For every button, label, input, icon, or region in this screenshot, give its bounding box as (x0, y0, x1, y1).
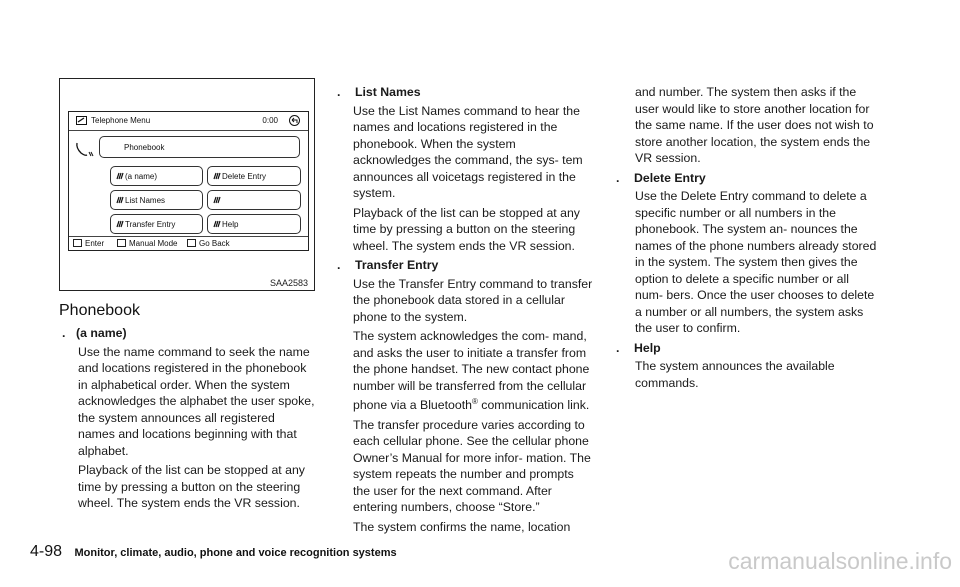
item-body (616, 358, 877, 391)
paragraph: Use the Transfer Entry command to transfer the phonebook data stored in a cellular phone to the system. (353, 276, 593, 324)
registered-mark: ® (471, 397, 478, 406)
option-delete-entry[interactable]: Delete Entry (207, 166, 301, 186)
manual-mode-icon (117, 239, 126, 247)
bullet: . (337, 258, 341, 272)
item-heading-text: Help (634, 340, 661, 355)
voice-icon (116, 220, 124, 228)
paragraph: and number. The system then asks if the user would like to store another location for the same name. If the user does not wish to store another location, the system ends the VR session. (635, 85, 874, 165)
screen-title: Telephone Menu (91, 116, 151, 125)
figure-caption: SAA2583 (270, 278, 309, 288)
item-heading-text: Transfer Entry (355, 258, 439, 272)
page-number: 4-98 (30, 543, 63, 560)
item-heading (616, 340, 877, 357)
enter-icon (73, 239, 82, 247)
option-help[interactable]: Help (207, 214, 301, 234)
bullet: . (616, 340, 620, 355)
watermark: carmanualsonline.info (728, 548, 952, 574)
voice-icon (213, 220, 221, 228)
option-a-name[interactable]: (a name) (110, 166, 203, 186)
item-body (59, 344, 315, 512)
paragraph: Playback of the list can be stopped at any time by pressing a button on the steering wheel. The system ends the VR session. (78, 463, 305, 510)
column-2 (334, 84, 594, 538)
phonebook-label: Phonebook (124, 143, 165, 152)
paragraph-text: The system acknowledges the com- mand, and asks the user to initiate a transfer from the phone handset. The new contact phone number will be transferred from the cellular phone via a Bluetooth (353, 329, 590, 413)
manual-mode-label: Manual Mode (129, 239, 178, 248)
screen-header (69, 112, 308, 131)
page-footer (30, 543, 397, 561)
phone-voice-icon (75, 140, 95, 160)
item-heading-text: Delete Entry (634, 170, 706, 185)
paragraph: Use the List Names command to hear the names and locations registered in the phonebook. When the system acknowledges the command, the sys- tem announces all voicetags registered in the system. (353, 103, 583, 200)
item-heading (334, 84, 594, 101)
bullet: . (337, 85, 341, 99)
item-heading (59, 325, 315, 342)
section-title: Phonebook (59, 302, 140, 319)
voice-icon (116, 172, 124, 180)
item-heading (616, 170, 877, 187)
column-3 (616, 84, 877, 394)
back-icon[interactable] (289, 115, 300, 126)
screen-time: 0:00 (262, 116, 278, 125)
paragraph: Playback of the list can be stopped at any time by pressing a button on the steering wheel. The system ends the VR session. (353, 205, 580, 253)
option-list-names[interactable]: List Names (110, 190, 203, 210)
item-heading-text: (a name) (76, 326, 127, 340)
column-1 (59, 325, 315, 515)
phonebook-button[interactable] (99, 136, 300, 158)
bullet: . (62, 326, 66, 340)
telephone-menu-screen (68, 111, 309, 251)
paragraph: Use the Delete Entry command to delete a specific number or all numbers in the phonebook. The system an- nounces the names of the phone numbers already stored in the system. The system then gives the option to delete a specific number or all num- bers. Once the user chooses to delete a number or all numbers, the system asks the user to confirm. (635, 189, 877, 335)
paragraph (353, 328, 594, 414)
page-description: Monitor, climate, audio, phone and voice recognition systems (74, 547, 397, 559)
enter-label: Enter (85, 239, 105, 248)
bullet: . (616, 170, 620, 185)
item-heading (334, 257, 594, 274)
option-transfer-entry[interactable]: Transfer Entry (110, 214, 203, 234)
item-body (616, 84, 877, 167)
item-body (334, 103, 594, 255)
go-back-label: Go Back (199, 239, 230, 248)
paragraph-text: communication link. (477, 398, 590, 413)
go-back-icon (187, 239, 196, 247)
option-blank[interactable] (207, 190, 301, 210)
item-body (334, 276, 594, 536)
paragraph: The system announces the available commands. (635, 359, 835, 390)
voice-icon (213, 172, 221, 180)
voice-icon (116, 196, 124, 204)
item-heading-text: List Names (355, 85, 421, 99)
paragraph: The system confirms the name, location (353, 519, 571, 534)
item-body (616, 188, 877, 337)
voice-icon (213, 196, 221, 204)
paragraph: The transfer procedure varies according to each cellular phone. See the cellular phone Owner’s Manual for more infor- mation. The system repeats the number and prompts the user for the next command. After entering numbers, choose “Store.” (353, 417, 591, 515)
menu-icon (76, 116, 87, 125)
screen-footer (69, 236, 308, 250)
paragraph: Use the name command to seek the name and locations registered in the phonebook in alphabetical order. When the system acknowledges the alphabet the user spoke, the system announces all registered names and locations beginning with that alphabet. (78, 344, 315, 458)
